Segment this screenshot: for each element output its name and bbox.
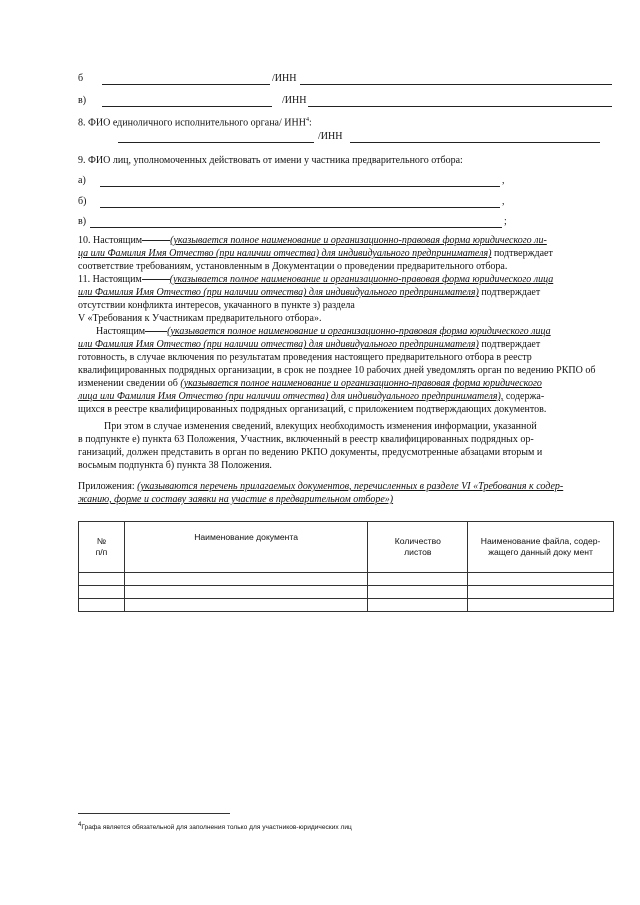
para2-line4: восьмым подпункта б) пункта 38 Положения. [78, 460, 272, 471]
row-v-inn-line [308, 106, 612, 107]
col-doc-name-header: Наименование документа [124, 522, 367, 573]
item10-line2: ца или Фамилия Имя Отчество (при наличии отчества) для индивидуального предпринимателя) подтверждает [78, 248, 553, 259]
item8-inn-label: /ИНН [318, 131, 343, 142]
item9-b-line [100, 207, 500, 208]
para2-line3: ганизаций, должен представить в орган по ведению РКПО документы, предусмотренные абзацами вторым и [78, 447, 543, 458]
item8-inn-line [350, 142, 600, 143]
table-row [79, 599, 614, 612]
row-b-fio-line [102, 84, 270, 85]
footnote-divider [78, 813, 230, 814]
item9-a-end: , [502, 175, 505, 186]
appendix-line1: Приложения: (указываются перечень прилагаемых документов, перечисленных в разделе VI «Требования к содер- [78, 481, 564, 492]
item12-line2: или Фамилия Имя Отчество (при наличии отчества) для индивидуального предпринимателя) подтверждает [78, 339, 541, 350]
documents-table [78, 521, 614, 612]
item8-fio-line [118, 142, 314, 143]
item11-line3: отсутствии конфликта интересов, укачанного в пункте з) раздела [78, 300, 355, 311]
item9-b-label: б) [78, 196, 87, 207]
row-v-label: в) [78, 95, 87, 106]
col-sheets-header: Количество листов [368, 522, 468, 573]
item9-text: 9. ФИО лиц, уполномоченных действовать от имени у частника предварительного отбора: [78, 155, 463, 166]
item10-line3: соответствие требованиям, установленным в Документации о проведении предварительного отбора. [78, 261, 508, 272]
item12-line4: квалифицированных подрядных организации, в срок не позднее 10 рабочих дней уведомлять орган по ведению РКПО об [78, 365, 596, 376]
row-b-label: б [78, 73, 84, 84]
table-row [79, 573, 614, 586]
item12-line3: готовность, в случае включения по результатам проведения настоящего предварительного отбора в реестр [78, 352, 532, 363]
table-row [79, 586, 614, 599]
table-header-row [79, 522, 614, 573]
item11-line1: 11. Настоящим (указывается полное наименование и организационно-правовая форма юридического лица [78, 274, 554, 285]
item12-line6: лица или Фамилия Имя Отчество (при наличии отчества) для индивидуального предпринимателя), содержа- [78, 391, 545, 402]
item9-v-end: ; [504, 216, 507, 227]
item9-b-end: , [502, 196, 505, 207]
item9-a-line [100, 186, 500, 187]
item11-line2: или Фамилия Имя Отчество (при наличии отчества) для индивидуального предпринимателя) подтверждает [78, 287, 541, 298]
item12-line7: щихся в реестре квалифицированных подрядных организаций, с приложением подтверждающих документов. [78, 404, 547, 415]
item10-line1: 10. Настоящим (указывается полное наименование и организационно-правовая форма юридического ли- [78, 235, 547, 246]
row-v-fio-line [102, 106, 272, 107]
row-v-inn-label: /ИНН [282, 95, 307, 106]
item9-a-label: а) [78, 175, 86, 186]
col-file-name-header: Наименование файла, содер- жащего данный доку мент [468, 522, 614, 573]
col-number-header: № п/п [79, 522, 125, 573]
para2-line1: При этом в случае изменения сведений, влекущих необходимость изменения информации, указанной [104, 421, 537, 432]
item11-line4: V «Требования к Участникам предварительного отбора». [78, 313, 322, 324]
row-b-inn-line [300, 84, 612, 85]
appendix-line2: жанию, форме и составу заявки на участие в предварительном отборе») [78, 494, 394, 505]
para2-line2: в подпункте е) пункта 63 Положения, Участник, включенный в реестр квалифицированных подрядных ор- [78, 434, 534, 445]
item9-v-line [90, 227, 502, 228]
item8-text: 8. ФИО единоличного исполнительного органа/ ИНН$^4$: [78, 117, 312, 129]
row-b-inn-label: /ИНН [272, 73, 297, 84]
item12-line1: Настоящим (указывается полное наименование и организационно-правовая форма юридического лица [96, 326, 551, 337]
footnote: $^4$Графа является обязательной для заполнения только для участников-юридических лиц [78, 822, 352, 832]
item12-line5: изменении сведении об (указывается полное наименование и организационно-правовая форма юридического [78, 378, 542, 389]
item9-v-label: в) [78, 216, 87, 227]
